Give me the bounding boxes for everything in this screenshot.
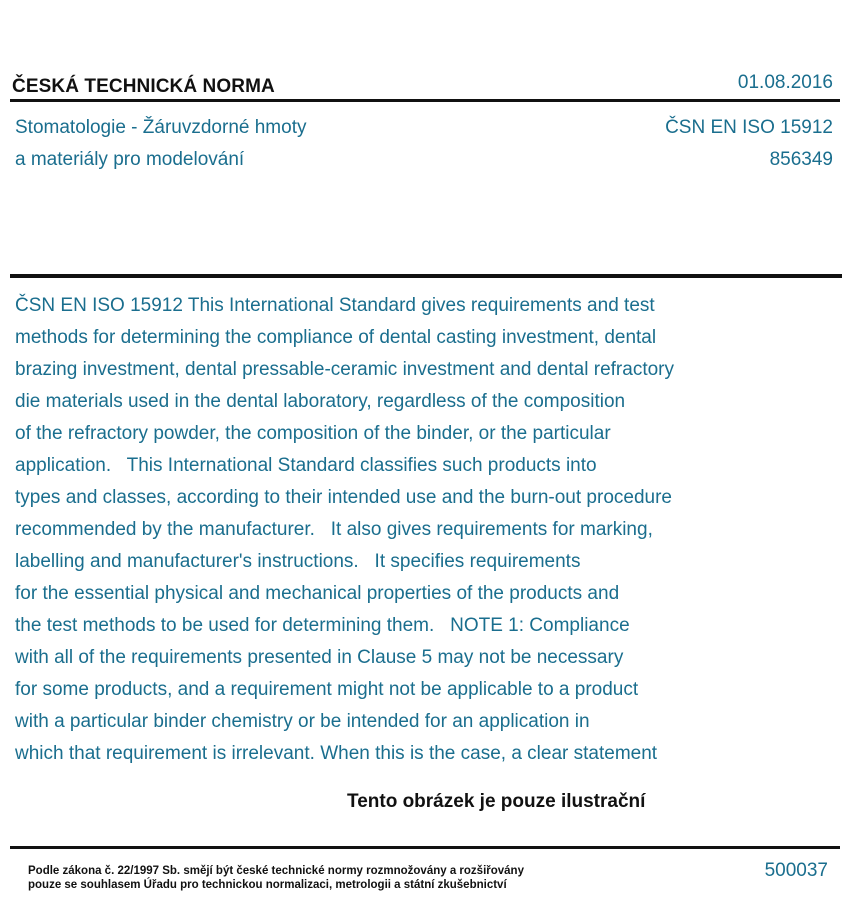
abstract-line: which that requirement is irrelevant. When this is the case, a clear statement [15,743,658,764]
legal-notice-line-1: Podle zákona č. 22/1997 Sb. smějí být české technické normy rozmnožovány a rozšiřovány [28,865,524,877]
abstract-line: of the refractory powder, the composition of the binder, or the particular [15,423,611,444]
abstract-line: types and classes, according to their intended use and the burn-out procedure [15,487,672,508]
document-type-title: ČESKÁ TECHNICKÁ NORMA [12,76,275,97]
standard-number: ČSN EN ISO 15912 [665,117,833,138]
abstract-line: for some products, and a requirement might not be applicable to a product [15,679,639,700]
footer-divider [10,846,840,849]
abstract-line: with all of the requirements presented in Clause 5 may not be necessary [15,647,624,668]
standard-title-line-1: Stomatologie - Žáruvzdorné hmoty [15,117,307,138]
illustration-disclaimer: Tento obrázek je pouze ilustrační [347,791,646,812]
publication-date: 01.08.2016 [737,72,833,93]
footer-code: 500037 [764,860,828,881]
abstract-line: the test methods to be used for determining them. NOTE 1: Compliance [15,615,630,636]
section-divider [10,274,842,278]
abstract-line: methods for determining the compliance of dental casting investment, dental [15,327,657,348]
abstract-line: die materials used in the dental laboratory, regardless of the composition [15,391,626,412]
abstract-text [15,290,815,770]
abstract-line: brazing investment, dental pressable-ceramic investment and dental refractory [15,359,674,380]
abstract-line: labelling and manufacturer's instructions. It specifies requirements [15,551,581,572]
abstract-line: recommended by the manufacturer. It also gives requirements for marking, [15,519,653,540]
catalog-number: 856349 [769,149,833,170]
header-divider [10,99,840,102]
abstract-line: for the essential physical and mechanical properties of the products and [15,583,620,604]
abstract-line: application. This International Standard classifies such products into [15,455,597,476]
standard-title-line-2: a materiály pro modelování [15,149,245,170]
legal-notice-line-2: pouze se souhlasem Úřadu pro technickou normalizaci, metrologii a státní zkušebnictví [28,879,507,891]
abstract-line: ČSN EN ISO 15912 This International Standard gives requirements and test [15,295,655,316]
abstract-line: with a particular binder chemistry or be intended for an application in [15,711,590,732]
